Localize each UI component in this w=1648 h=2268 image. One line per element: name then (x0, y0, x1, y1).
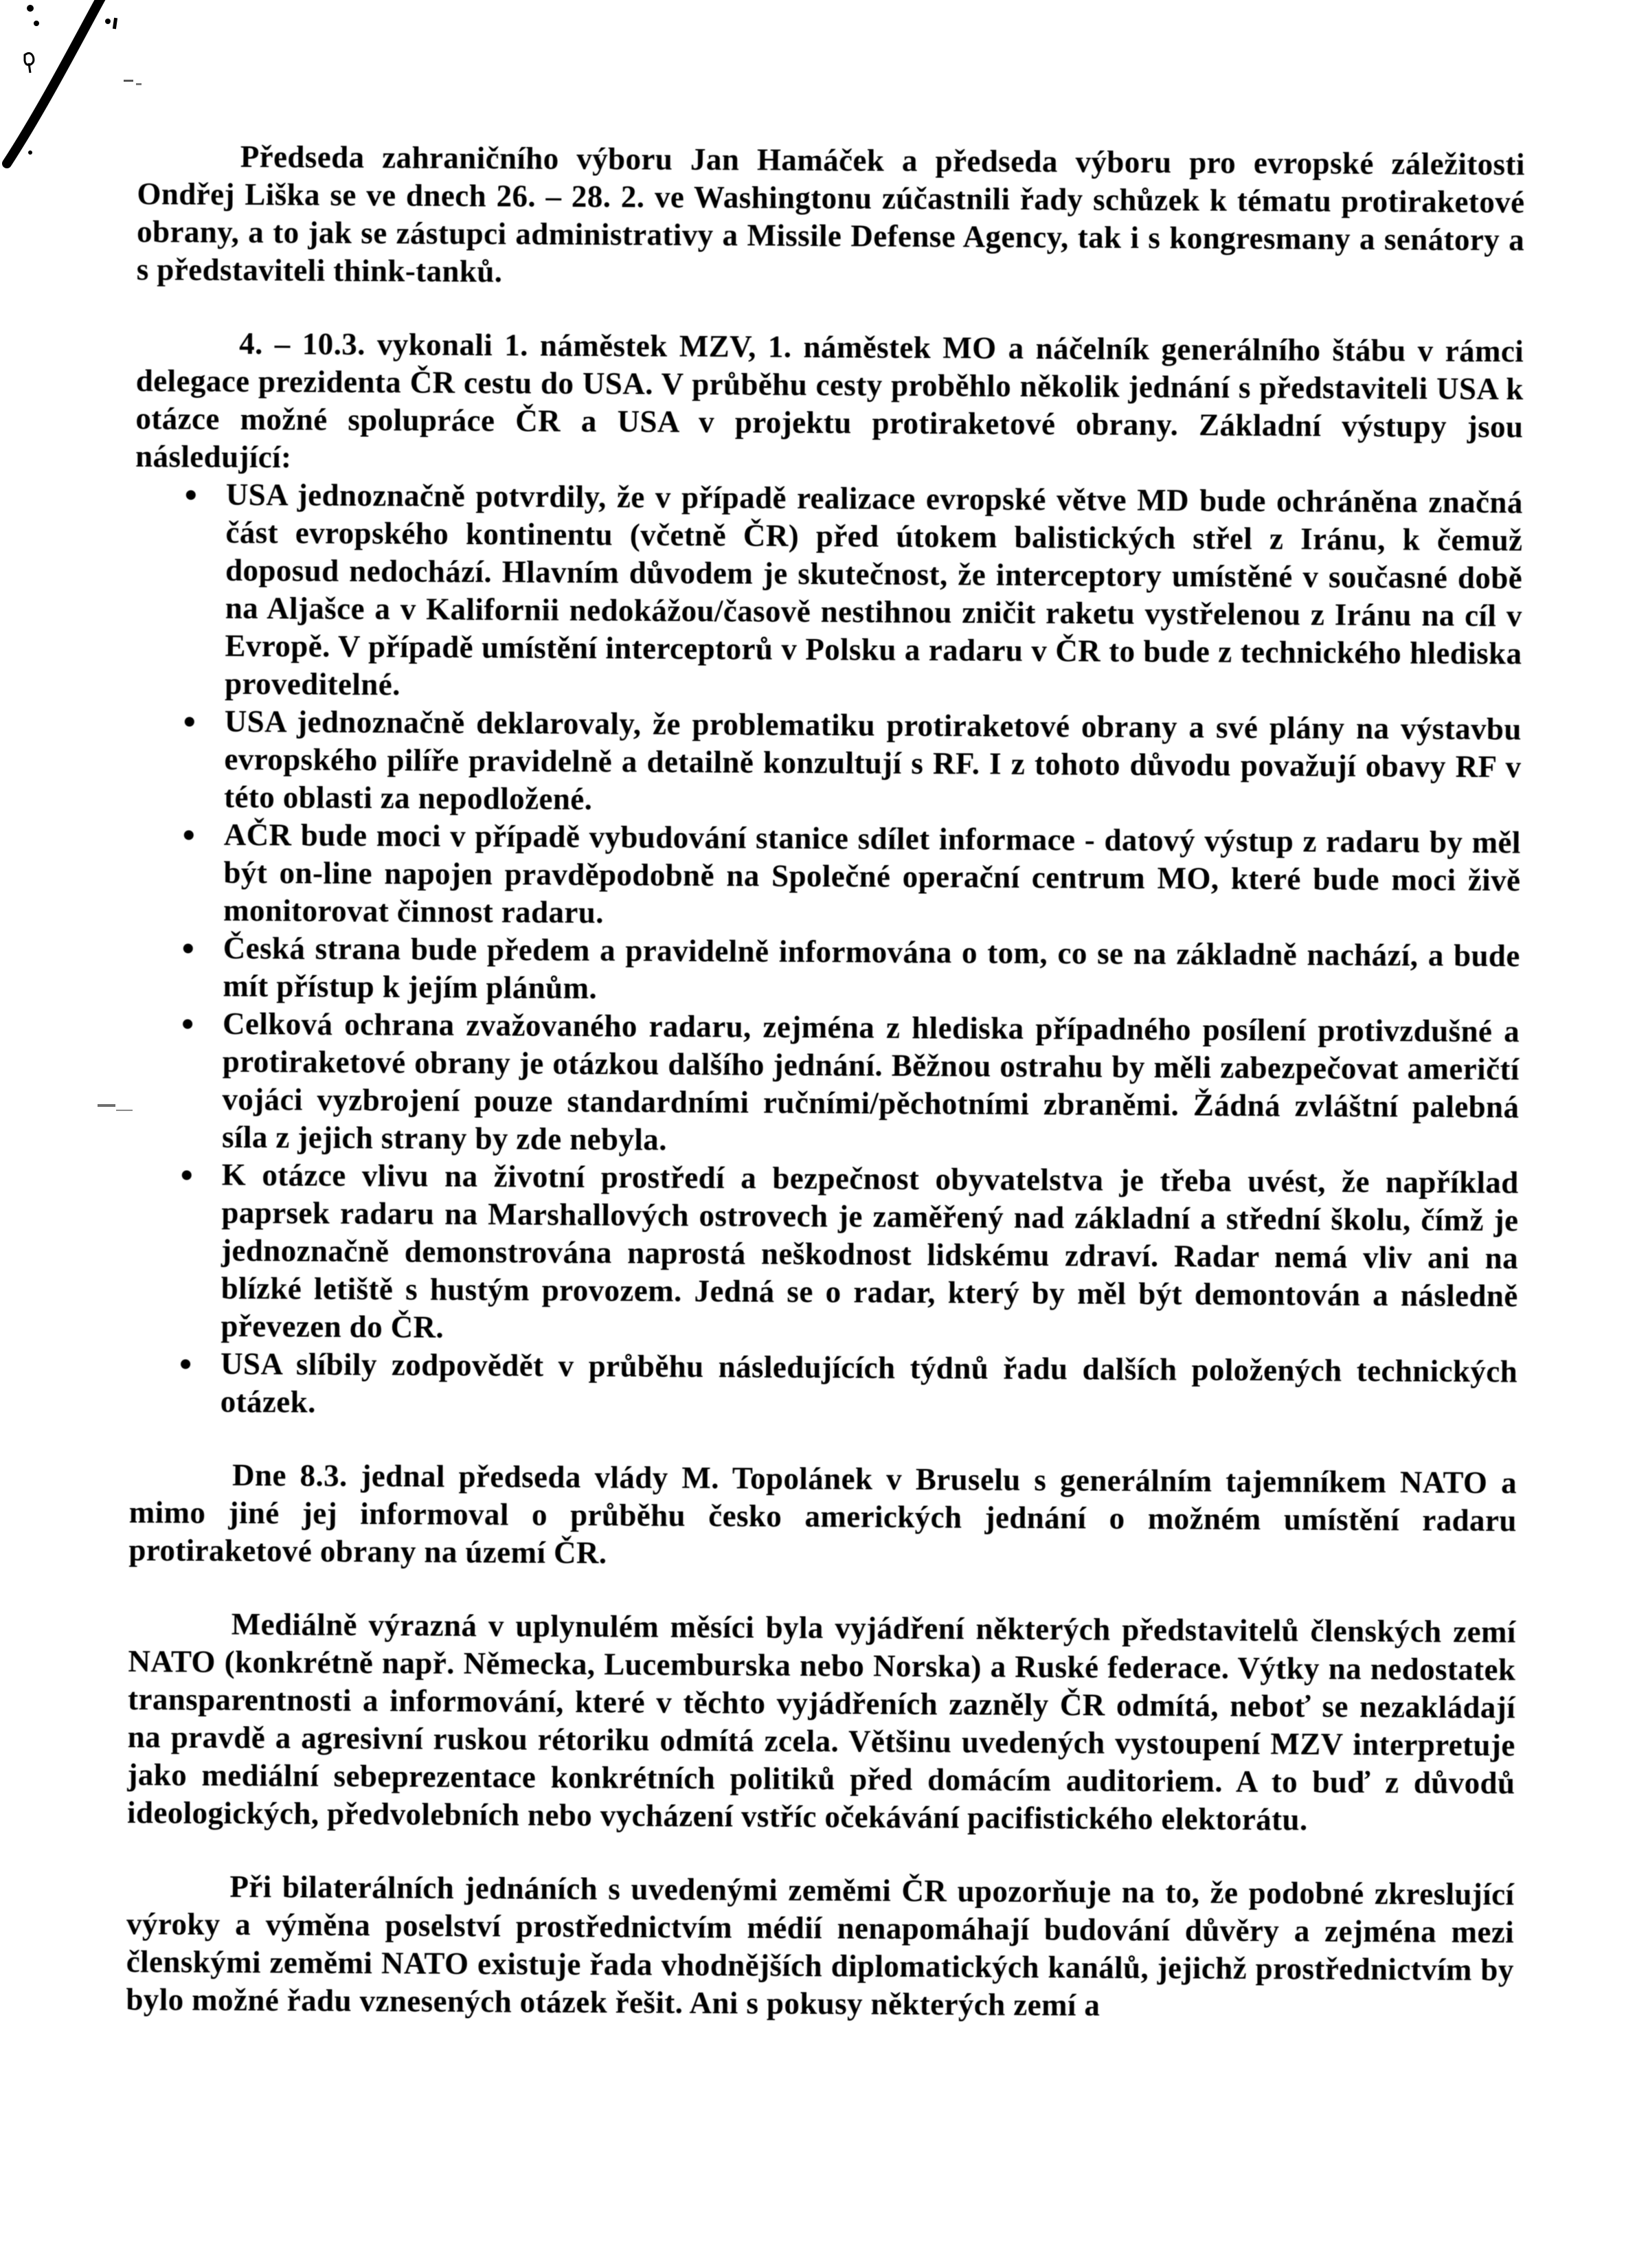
bullet-item-environment-safety (130, 1156, 1519, 1353)
document-content (126, 137, 1525, 2063)
bullet-icon (184, 830, 194, 840)
bullet-icon (186, 490, 196, 499)
bullet-item-czech-access (132, 929, 1520, 1013)
bullet-item-rf-consultations (133, 702, 1522, 824)
bullet-icon (183, 943, 193, 953)
stray-mark-artifact (98, 1104, 115, 1107)
bullet-icon (181, 1359, 190, 1369)
bullet-icon (183, 1019, 192, 1029)
paragraph-media-statements: Mediálně výrazná v uplynulém měsíci byla vyjádření některých představitelů členských zemí NATO (konkrétně např. Německa, Lucemburska nebo Norska) a Ruské federace. Výtky na nedostatek transparentnosti a informování, které v těchto vyjádřeních zazněly ČR odmítá, neboť se nezakládají na pravdě a agresivní ruskou rétoriku odmítá zcela. Většinu uvedených vystoupení MZV interpretuje jako mediální sebeprezentace konkrétních politiků před domácím auditoriem. A to buď z důvodů ideologických, předvolebních nebo vycházení vstříc očekávání pacifistického elektorátu. (126, 1606, 1516, 1837)
bullet-text: Celková ochrana zvažovaného radaru, zejména z hlediska případného posílení protivzdušné a protiraketové obrany je otázkou dalšího jednání. Běžnou ostrahu by měli zabezpečovat američtí vojáci vyzbrojení pouze standardními ručními/pěchotními zbraněmi. Žádná zvláštní palebná síla z jejich strany by zde nebyla. (221, 1006, 1520, 1157)
bullet-text: AČR bude moci v případě vybudování stanice sdílet informace - datový výstup z radaru by měl být on-line napojen pravděpodobně na Společné operační centrum MO, které bude moci živě monitorovat činnost radaru. (223, 817, 1521, 930)
paragraph-topolanek-brussels: Dne 8.3. jednal předseda vlády M. Topolánek v Bruselu s generálním tajemníkem NATO a mimo jiné jej informoval o průběhu česko amerických jednání o možném umístění radaru protiraketové obrany na území ČR. (128, 1457, 1517, 1571)
bullet-item-radar-protection (131, 1004, 1520, 1164)
bullet-text: K otázce vlivu na životní prostředí a bezpečnost obyvatelstva je třeba uvést, že například paprsek radaru na Marshallových ostrovech je zaměřený nad základní a střední školu, čímž je jednoznačně demonstrována naprostá neškodnost lidskému zdraví. Radar nemá vliv ani na blízké letiště s hustým provozem. Jedná se o radar, který by měl být demontován a následně převezen do ČR. (221, 1157, 1519, 1345)
bullet-icon (182, 1170, 192, 1180)
bullet-text: USA slíbily zodpovědět v průběhu následujících týdnů řadu dalších položených technických otázek. (220, 1346, 1518, 1419)
bullet-item-md-protection (134, 475, 1523, 710)
paragraph-washington-meetings: Předseda zahraničního výboru Jan Hamáček a předseda výboru pro evropské záležitosti Ondřej Liška se ve dnech 26. – 28. 2. ve Washingtonu zúčastnili řady schůzek k tématu protiraketové obrany, a to jak se zástupci administrativy a Missile Defense Agency, tak i s kongresmany a senátory a s představiteli think-tanků. (136, 139, 1525, 289)
bullet-text: USA jednoznačně potvrdily, že v případě realizace evropské větve MD bude ochráněna značná část evropského kontinentu (včetně ČR) před útokem balistických střel z Iránu, k čemuž doposud nedochází. Hlavním důvodem je skutečnost, že interceptory umístěné v současné době na Aljašce a v Kalifornii nedokážou/časově nestihnou zničit raketu vystřelenou z Iránu na cíl v Evropě. V případě umístění interceptorů v Polsku a radaru v ČR to bude z technického hlediska proveditelné. (224, 477, 1523, 702)
bullet-item-acr-data-sharing (133, 816, 1521, 937)
paragraph-bilateral-talks: Při bilaterálních jednáních s uvedenými zeměmi ČR upozorňuje na to, že podobné zkreslující výroky a výměna poselství prostřednictvím médií nenapomáhají budování důvěry a zejména mezi členskými zeměmi NATO existuje řada vhodnějších diplomatických kanálů, jejichž prostřednictvím by bylo možné řadu vznesených otázek řešit. Ani s pokusy některých zemí a (126, 1869, 1515, 2023)
bullet-icon (185, 717, 194, 726)
bullet-list (130, 475, 1523, 1428)
bullet-item-usa-answers (130, 1345, 1518, 1428)
bullet-text: Česká strana bude předem a pravidelně informována o tom, co se na základně nachází, a bude mít přístup k jejím plánům. (223, 930, 1520, 1006)
paragraph-usa-delegation-trip: 4. – 10.3. vykonali 1. náměstek MZV, 1. náměstek MO a náčelník generálního štábu v rámci delegace prezidenta ČR cestu do USA. V průběhu cesty proběhlo několik jednání s představiteli USA k otázce možné spolupráce ČR a USA v projektu protiraketové obrany. Základní výstupy jsou následující: (135, 326, 1524, 475)
bullet-text: USA jednoznačně deklarovaly, že problematiku protiraketové obrany a své plány na výstavbu evropského pilíře pravidelně a detailně konzultují s RF. I z tohoto důvodu považují obavy RF v této oblasti za nepodložené. (223, 704, 1522, 817)
